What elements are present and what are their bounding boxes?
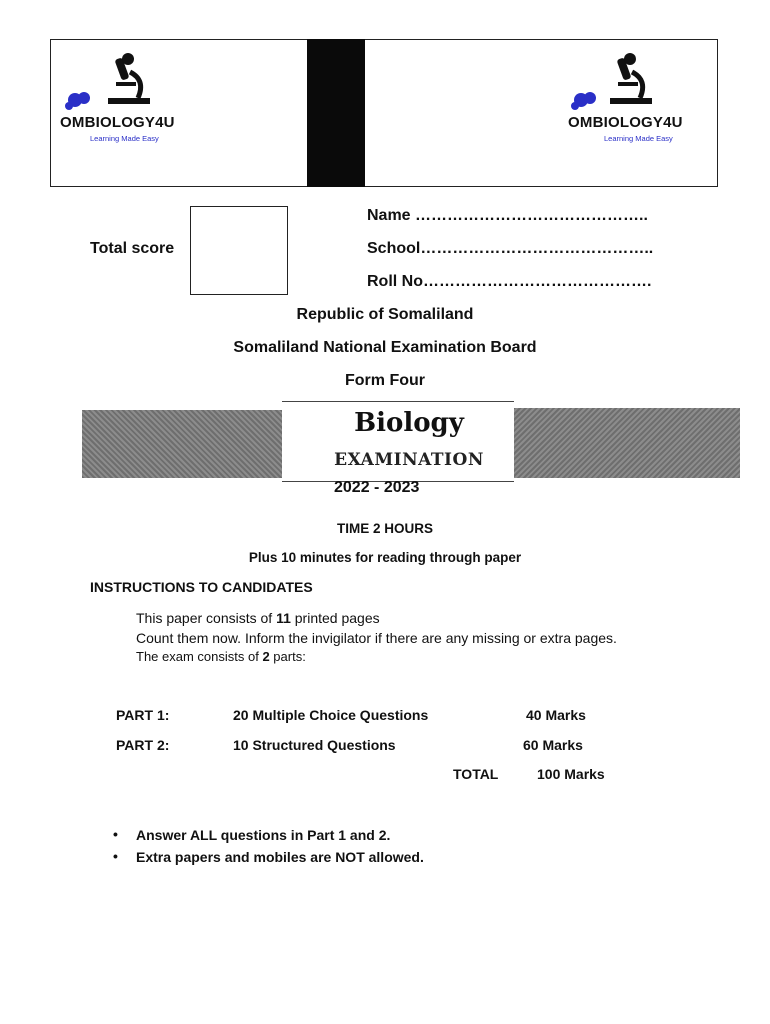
- total-marks: 100 Marks: [537, 766, 605, 782]
- subject-title: Biology: [354, 408, 464, 438]
- logo-tagline: Learning Made Easy: [604, 134, 673, 143]
- country-title: Republic of Somaliland: [296, 306, 474, 323]
- logo-tagline: Learning Made Easy: [90, 134, 159, 143]
- instruction-pages: This paper consists of 11 printed pages: [136, 610, 380, 626]
- part-2-description: 10 Structured Questions: [233, 737, 396, 753]
- school-field[interactable]: School……………………………………..: [367, 240, 654, 257]
- instruction-parts: The exam consists of 2 parts:: [136, 649, 306, 664]
- total-score-label: Total score: [90, 240, 175, 257]
- total-label: TOTAL: [453, 766, 499, 782]
- roll-number-field[interactable]: Roll No…………………………………….: [367, 273, 652, 290]
- logo-left: [60, 46, 210, 146]
- examination-label: EXAMINATION: [334, 450, 484, 470]
- name-field[interactable]: Name ……………………………………..: [367, 207, 648, 224]
- banner-right-stripes: [512, 408, 740, 478]
- logo-right: [568, 46, 718, 146]
- banner-left-stripes: [82, 410, 292, 478]
- header-divider: [307, 39, 365, 187]
- part-1-description: 20 Multiple Choice Questions: [233, 707, 429, 723]
- part-1-marks: 40 Marks: [526, 707, 586, 723]
- part-2-label: PART 2:: [116, 737, 170, 753]
- bullet-icon: •: [113, 826, 118, 842]
- logo-text: OMBIOLOGY4U: [60, 114, 175, 131]
- form-title: Form Four: [345, 372, 425, 389]
- instruction-count: Count them now. Inform the invigilator if there are any missing or extra pages.: [136, 630, 617, 646]
- microscope-icon: [60, 46, 210, 116]
- exam-year: 2022 - 2023: [334, 479, 420, 496]
- microscope-icon: [568, 46, 718, 116]
- bullet-icon: •: [113, 848, 118, 864]
- time-duration: TIME 2 HOURS: [336, 521, 433, 536]
- instructions-heading: INSTRUCTIONS TO CANDIDATES: [90, 579, 313, 595]
- logo-text: OMBIOLOGY4U: [568, 114, 683, 131]
- rule-answer-all: Answer ALL questions in Part 1 and 2.: [136, 827, 391, 843]
- rule-no-mobiles: Extra papers and mobiles are NOT allowed.: [136, 849, 424, 865]
- part-2-marks: 60 Marks: [523, 737, 583, 753]
- part-1-label: PART 1:: [116, 707, 170, 723]
- reading-time: Plus 10 minutes for reading through paper: [248, 550, 522, 565]
- board-title: Somaliland National Examination Board: [233, 339, 537, 356]
- total-score-box[interactable]: [190, 206, 288, 295]
